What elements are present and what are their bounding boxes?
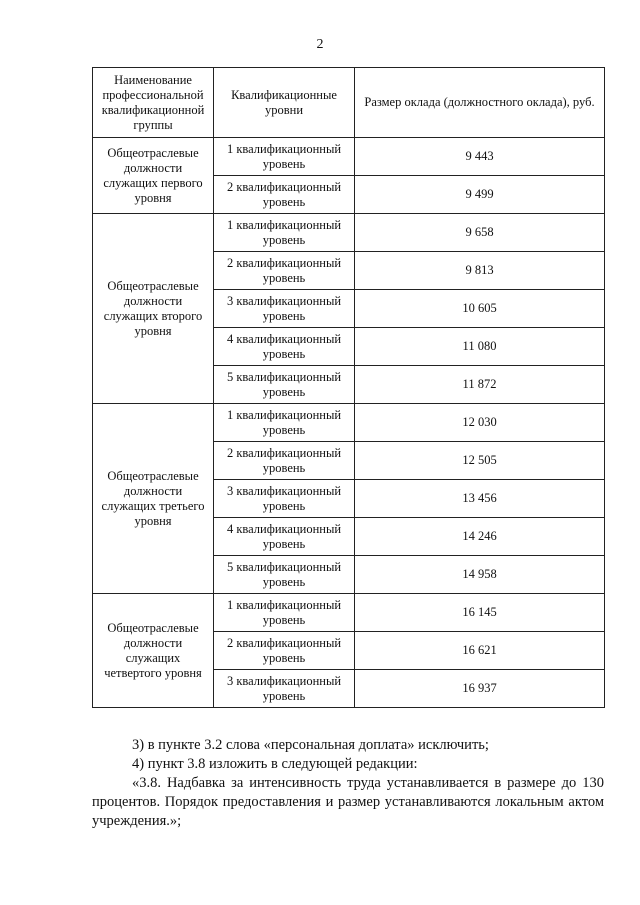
qualification-level-cell: 5 квалификационный уровень bbox=[214, 556, 355, 594]
salary-table bbox=[92, 67, 605, 708]
salary-cell: 9 499 bbox=[355, 176, 605, 214]
table-header-row bbox=[93, 68, 605, 138]
group-name-cell: Общеотраслевые должности служащих третьего уровня bbox=[93, 404, 214, 594]
qualification-level-cell: 2 квалификационный уровень bbox=[214, 442, 355, 480]
qualification-level-cell: 1 квалификационный уровень bbox=[214, 138, 355, 176]
paragraph-item-3: 3) в пункте 3.2 слова «персональная доплата» исключить; bbox=[132, 737, 489, 753]
group-name-cell: Общеотраслевые должности служащих второго уровня bbox=[93, 214, 214, 404]
table-row bbox=[93, 594, 605, 632]
paragraph-item-4: 4) пункт 3.8 изложить в следующей редакции: bbox=[132, 756, 418, 772]
header-group-name: Наименование профессиональной квалификационной группы bbox=[93, 68, 214, 138]
salary-cell: 9 813 bbox=[355, 252, 605, 290]
qualification-level-cell: 4 квалификационный уровень bbox=[214, 518, 355, 556]
group-name-cell: Общеотраслевые должности служащих четвертого уровня bbox=[93, 594, 214, 708]
salary-cell: 13 456 bbox=[355, 480, 605, 518]
salary-cell: 12 030 bbox=[355, 404, 605, 442]
qualification-level-cell: 1 квалификационный уровень bbox=[214, 594, 355, 632]
qualification-level-cell: 4 квалификационный уровень bbox=[214, 328, 355, 366]
header-salary: Размер оклада (должностного оклада), руб. bbox=[355, 68, 605, 138]
qualification-level-cell: 5 квалификационный уровень bbox=[214, 366, 355, 404]
table-body bbox=[93, 138, 605, 708]
qualification-level-cell: 3 квалификационный уровень bbox=[214, 670, 355, 708]
header-qualification-level: Квалификационные уровни bbox=[214, 68, 355, 138]
salary-cell: 10 605 bbox=[355, 290, 605, 328]
qualification-level-cell: 3 квалификационный уровень bbox=[214, 290, 355, 328]
qualification-level-cell: 2 квалификационный уровень bbox=[214, 632, 355, 670]
paragraph-clause-3-8: «3.8. Надбавка за интенсивность труда устанавливается в размере до 130 процентов. Порядок предоставления и размер устанавливаются локальным актом учреждения.»; bbox=[92, 775, 604, 829]
qualification-level-cell: 1 квалификационный уровень bbox=[214, 404, 355, 442]
salary-cell: 9 443 bbox=[355, 138, 605, 176]
salary-cell: 9 658 bbox=[355, 214, 605, 252]
salary-cell: 11 872 bbox=[355, 366, 605, 404]
salary-cell: 14 246 bbox=[355, 518, 605, 556]
table-row bbox=[93, 404, 605, 442]
table-row bbox=[93, 138, 605, 176]
salary-cell: 12 505 bbox=[355, 442, 605, 480]
salary-cell: 14 958 bbox=[355, 556, 605, 594]
qualification-level-cell: 3 квалификационный уровень bbox=[214, 480, 355, 518]
salary-cell: 16 145 bbox=[355, 594, 605, 632]
table-row bbox=[93, 214, 605, 252]
salary-cell: 16 937 bbox=[355, 670, 605, 708]
qualification-level-cell: 2 квалификационный уровень bbox=[214, 176, 355, 214]
body-text bbox=[92, 736, 604, 831]
page-number: 2 bbox=[316, 37, 324, 52]
salary-cell: 11 080 bbox=[355, 328, 605, 366]
qualification-level-cell: 1 квалификационный уровень bbox=[214, 214, 355, 252]
salary-cell: 16 621 bbox=[355, 632, 605, 670]
group-name-cell: Общеотраслевые должности служащих первого уровня bbox=[93, 138, 214, 214]
qualification-level-cell: 2 квалификационный уровень bbox=[214, 252, 355, 290]
